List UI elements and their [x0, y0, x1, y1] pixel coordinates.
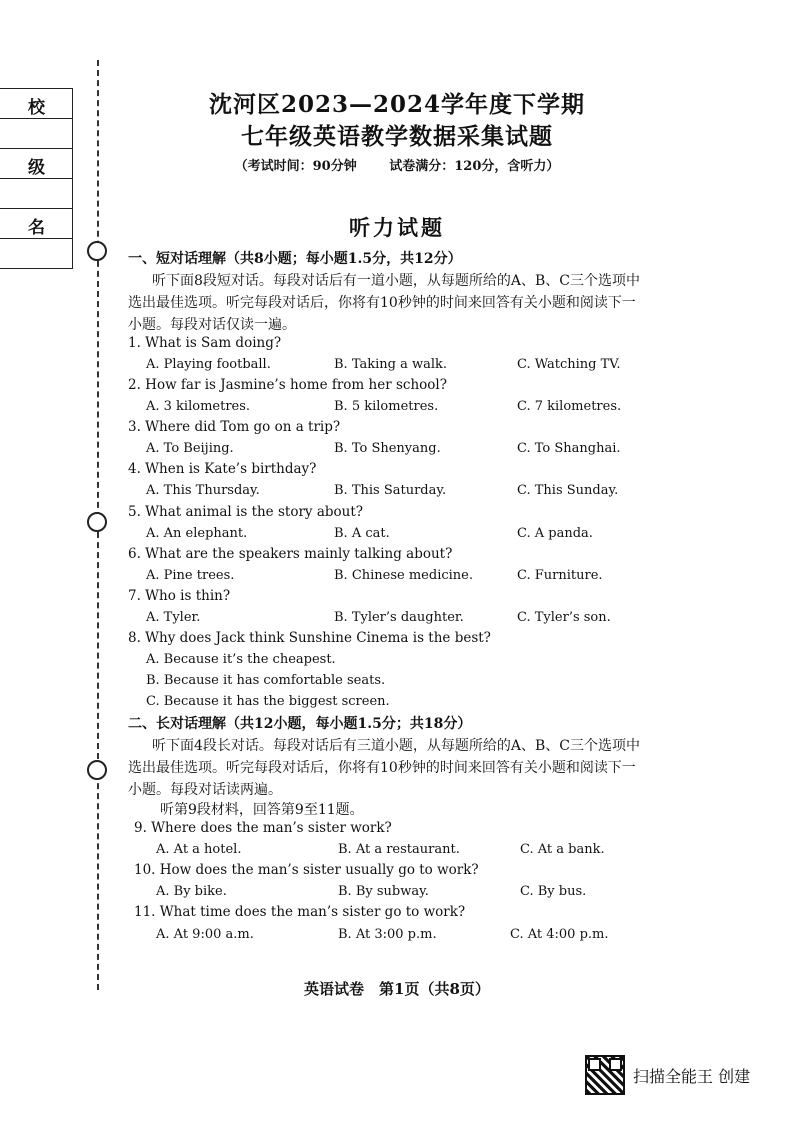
option-c: C. At 4:00 p.m.: [510, 927, 609, 942]
scanner-watermark: [585, 1055, 750, 1095]
section2-heading: 二、长对话理解（共12小题，每小题1.5分；共18分）: [128, 716, 472, 732]
option-c: C. A panda.: [517, 526, 593, 541]
option-a: A. Playing football.: [146, 357, 271, 372]
page-footer: 英语试卷 第1页（共8页）: [304, 980, 490, 998]
question: 7. Who is thin?: [128, 588, 231, 604]
option-a: A. At a hotel.: [156, 842, 242, 857]
option-b: B. Because it has comfortable seats.: [146, 673, 386, 688]
section1-instruction: 听下面8段短对话。每段对话后有一道小题，从每题所给的A、B、C三个选项中: [152, 273, 641, 289]
option-a: A. By bike.: [156, 884, 227, 899]
section1-instruction: 选出最佳选项。听完每段对话后，你将有10秒钟的时间来回答有关小题和阅读下一: [128, 295, 636, 311]
option-a: A. Tyler.: [146, 610, 201, 625]
exam-title-line1: 沈河区2023—2024学年度下学期: [208, 91, 586, 118]
option-c: C. Tyler’s son.: [517, 610, 611, 625]
section1-instruction: 小题。每段对话仅读一遍。: [128, 317, 296, 333]
exam-score: 试卷满分：120分，含听力）: [389, 159, 560, 174]
option-b: B. 5 kilometres.: [334, 399, 439, 414]
name-label: 名: [28, 218, 45, 238]
option-c: C. By bus.: [520, 884, 587, 899]
option-a: A. An elephant.: [146, 526, 248, 541]
qr-code-icon: [585, 1055, 625, 1095]
question: 4. When is Kate’s birthday?: [128, 461, 317, 477]
grade-label: 级: [28, 158, 45, 178]
question: 3. Where did Tom go on a trip?: [128, 419, 341, 435]
question: 5. What animal is the story about?: [128, 504, 363, 520]
option-c: C. Furniture.: [517, 568, 603, 583]
option-a: A. Because it’s the cheapest.: [146, 652, 336, 667]
option-a: A. Pine trees.: [146, 568, 235, 583]
section2-instruction: 听下面4段长对话。每段对话后有三道小题，从每题所给的A、B、C三个选项中: [152, 738, 641, 754]
option-b: B. Tyler’s daughter.: [334, 610, 464, 625]
question: 10. How does the man’s sister usually go to work?: [134, 862, 479, 878]
option-a: A. 3 kilometres.: [146, 399, 251, 414]
question: 2. How far is Jasmine’s home from her school?: [128, 377, 447, 393]
option-c: C. This Sunday.: [517, 483, 619, 498]
option-b: B. A cat.: [334, 526, 390, 541]
exam-title-line2: 七年级英语教学数据采集试题: [241, 123, 553, 150]
binding-hole-icon: [87, 241, 107, 261]
option-b: B. At 3:00 p.m.: [338, 927, 437, 942]
question: 11. What time does the man’s sister go to work?: [134, 904, 466, 920]
question: 9. Where does the man’s sister work?: [134, 820, 392, 836]
question: 1. What is Sam doing?: [128, 335, 282, 351]
listening-title: 听力试题: [349, 215, 445, 240]
exam-time: （考试时间：90分钟: [234, 159, 357, 174]
exam-info: [0, 155, 794, 174]
binding-hole-icon: [87, 760, 107, 780]
side-row: [0, 239, 72, 268]
section2-instruction: 选出最佳选项。听完每段对话后，你将有10秒钟的时间来回答有关小题和阅读下一: [128, 760, 636, 776]
option-b: B. By subway.: [338, 884, 429, 899]
option-a: A. This Thursday.: [146, 483, 260, 498]
section2-instruction: 小题。每段对话读两遍。: [128, 782, 282, 798]
school-label: 校: [28, 98, 45, 118]
question: 8. Why does Jack think Sunshine Cinema is the best?: [128, 630, 491, 646]
section1-heading: 一、短对话理解（共8小题；每小题1.5分，共12分）: [128, 251, 462, 267]
option-b: B. To Shenyang.: [334, 441, 441, 456]
side-row: [0, 179, 72, 209]
option-b: B. Chinese medicine.: [334, 568, 473, 583]
question: 6. What are the speakers mainly talking about?: [128, 546, 453, 562]
option-c: C. Watching TV.: [517, 357, 621, 372]
option-a: A. To Beijing.: [146, 441, 234, 456]
section2-sub-instruction: 听第9段材料，回答第9至11题。: [160, 802, 364, 818]
option-c: C. At a bank.: [520, 842, 605, 857]
option-c: C. Because it has the biggest screen.: [146, 694, 390, 709]
option-c: C. To Shanghai.: [517, 441, 621, 456]
option-b: B. This Saturday.: [334, 483, 447, 498]
option-c: C. 7 kilometres.: [517, 399, 622, 414]
option-a: A. At 9:00 a.m.: [156, 927, 254, 942]
option-b: B. At a restaurant.: [338, 842, 460, 857]
scanner-text: 扫描全能王 创建: [633, 1066, 751, 1086]
binding-hole-icon: [87, 512, 107, 532]
option-b: B. Taking a walk.: [334, 357, 448, 372]
